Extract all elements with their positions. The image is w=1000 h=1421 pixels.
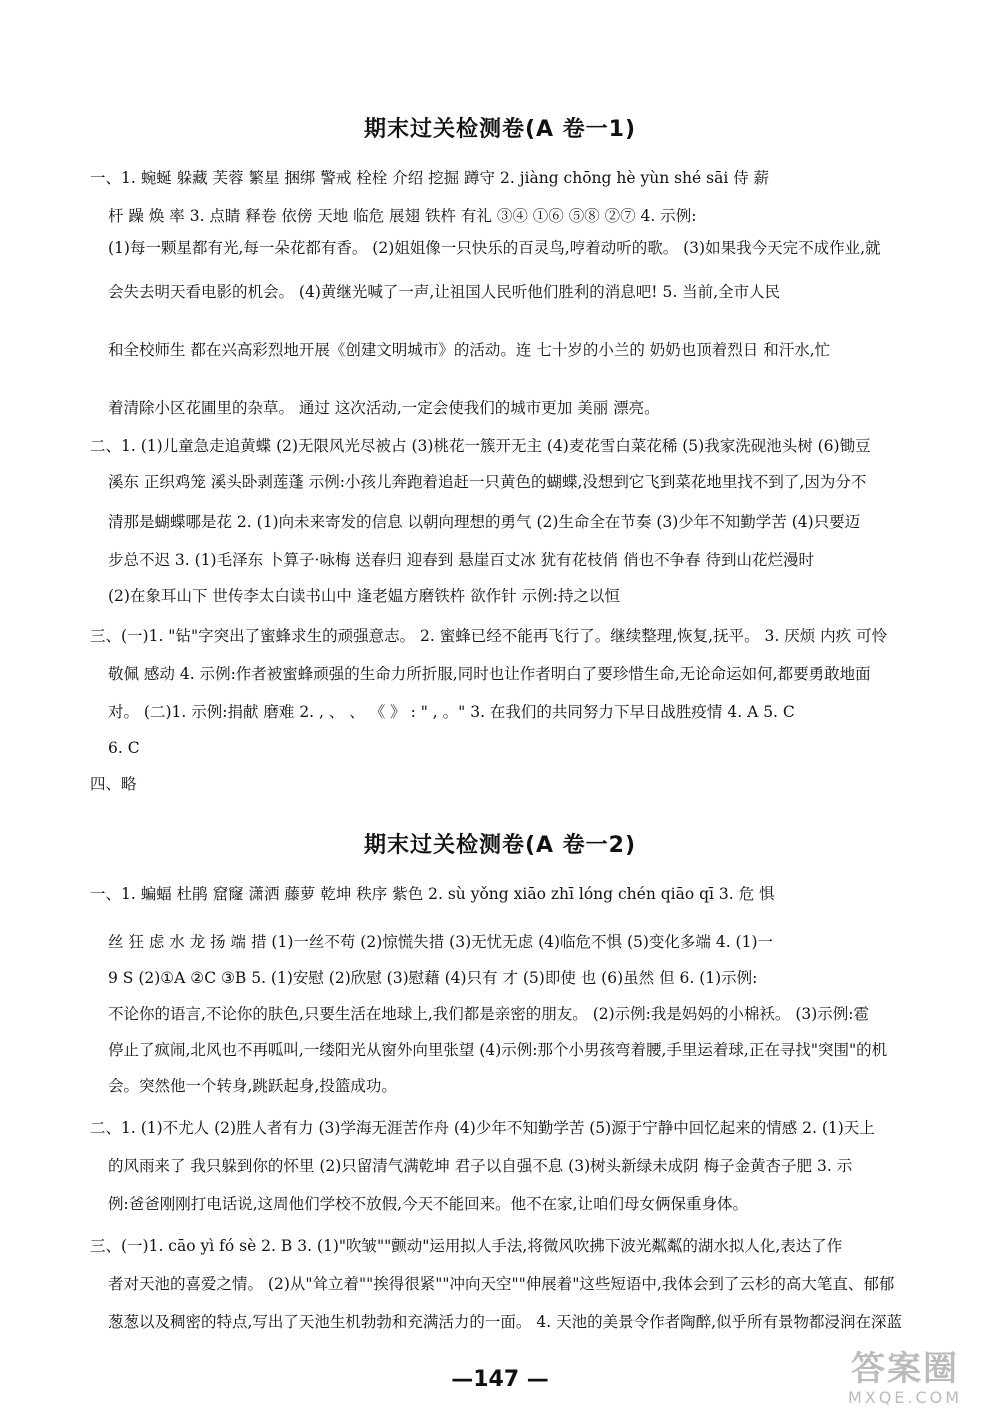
- answer-line: 杆 躁 焕 率 3. 点睛 释卷 依傍 天地 临危 展翅 铁杵 有礼 ③④ ①⑥ ⑤⑧ ②⑦ 4. 示例:: [108, 207, 697, 225]
- answer-line: 四、略: [90, 775, 137, 793]
- answer-line: 三、(一)1. "钻"字突出了蜜蜂求生的顽强意志。 2. 蜜蜂已经不能再飞行了。继续整理,恢复,抚平。 3. 厌烦 内疚 可怜: [90, 627, 888, 645]
- answer-line: 二、1. (1)儿童急走追黄蝶 (2)无限风光尽被占 (3)桃花一簇开无主 (4)麦花雪白菜花稀 (5)我家洗砚池头树 (6)锄豆: [90, 437, 871, 455]
- answer-line: 三、(一)1. cāo yì fó sè 2. B 3. (1)"吹皱""颤动"运用拟人手法,将微风吹拂下波光粼粼的湖水拟人化,表达了作: [90, 1237, 843, 1255]
- answer-line: 者对天池的喜爱之情。 (2)从"耸立着""挨得很紧""冲向天空""伸展着"这些短语中,我体会到了云杉的高大笔直、郁郁: [108, 1275, 895, 1293]
- answer-line: 6. C: [108, 739, 140, 757]
- answer-line: 丝 狂 虑 水 龙 扬 端 措 (1)一丝不苟 (2)惊慌失措 (3)无忧无虑 (4)临危不惧 (5)变化多端 4. (1)⼀: [108, 933, 774, 951]
- page-number: —147 —: [451, 1367, 549, 1392]
- answer-line: 二、1. (1)不尤人 (2)胜人者有力 (3)学海无涯苦作舟 (4)少年不知勤学苦 (5)源于宁静中回忆起来的情感 2. (1)天上: [90, 1119, 875, 1137]
- answer-line: 一、1. 蜿蜒 躲藏 芙蓉 繁星 捆绑 警戒 栓栓 介绍 挖掘 蹲守 2. jiàng chōng hè yùn shé sāi 侍 薪: [90, 169, 770, 187]
- answer-line: 9 S (2)①A ②C ③B 5. (1)安慰 (2)欣慰 (3)慰藉 (4)只有 才 (5)即使 也 (6)虽然 但 6. (1)示例:: [108, 969, 758, 987]
- answer-line: 例:爸爸刚刚打电话说,这周他们学校不放假,今天不能回来。他不在家,让咱们母女俩保重身体。: [108, 1195, 749, 1213]
- answer-line: 清那是蝴蝶哪是花 2. (1)向未来寄发的信息 以朝向理想的勇气 (2)生命全在节奏 (3)少年不知勤学苦 (4)只要迈: [108, 513, 861, 531]
- answer-line: 会。突然他一个转身,跳跃起身,投篮成功。: [108, 1077, 397, 1095]
- watermark-text: 答案圈: [851, 1349, 959, 1389]
- answer-line: 敬佩 感动 4. 示例:作者被蜜蜂顽强的生命力所折服,同时也让作者明白了要珍惜生命,无论命运如何,都要勇敢地面: [108, 665, 871, 683]
- answer-line: 停止了疯闹,北风也不再呱叫,一缕阳光从窗外向里张望 (4)示例:那个小男孩弯着腰,手里运着球,正在寻找"突围"的机: [108, 1041, 888, 1059]
- section-title-1: 期末过关检测卷(A 卷一1): [363, 117, 637, 142]
- answer-line: 不论你的语言,不论你的肤色,只要生活在地球上,我们都是亲密的朋友。 (2)示例:我是妈妈的小棉袄。 (3)示例:雹: [108, 1005, 869, 1023]
- answer-line: (1)每一颗星都有光,每一朵花都有香。 (2)姐姐像一只快乐的百灵鸟,哼着动听的歌。 (3)如果我今天完不成作业,就: [108, 239, 881, 257]
- answer-line: 溪东 正织鸡笼 溪头卧剥莲蓬 示例:小孩儿奔跑着追赶一只黄色的蝴蝶,没想到它飞到菜花地里找不到了,因为分不: [108, 473, 867, 491]
- answer-line: (2)在象耳山下 世传李太白读书山中 逢老媪方磨铁杵 欲作针 示例:持之以恒: [108, 587, 620, 605]
- section-title-2: 期末过关检测卷(A 卷一2): [363, 833, 637, 858]
- answer-line: 步总不迟 3. (1)毛泽东 卜算子·咏梅 送春归 迎春到 悬崖百丈冰 犹有花枝俏 俏也不争春 待到山花烂漫时: [108, 551, 815, 569]
- watermark-logo: [830, 1350, 980, 1410]
- watermark-url: MXQE.COM: [847, 1388, 963, 1407]
- answer-line: 着清除小区花圃里的杂草。 通过 这次活动,一定会使我们的城市更加 美丽 漂亮。: [108, 399, 660, 417]
- answer-line: 的风雨来了 我只躲到你的怀里 (2)只留清气满乾坤 君子以自强不息 (3)树头新绿未成阴 梅子金黄杏子肥 3. 示: [108, 1157, 853, 1175]
- answer-line: 和全校师生 都在兴高彩烈地开展《创建文明城市》的活动。连 七十岁的小兰的 奶奶也顶着烈日 和汗水,忙: [108, 341, 831, 359]
- answer-line: 对。 (二)1. 示例:捐献 磨难 2. , 、 、 《 》 : " , 。" 3. 在我们的共同努力下早日战胜疫情 4. A 5. C: [108, 703, 795, 721]
- answer-line: 会失去明天看电影的机会。 (4)黄继光喊了一声,让祖国人民听他们胜利的消息吧! 5. 当前,全市人民: [108, 283, 781, 301]
- answer-line: 一、1. 蝙蝠 杜鹃 窟窿 潇洒 藤萝 乾坤 秩序 紫色 2. sù yǒng xiāo zhī lóng chén qiāo qī 3. 危 惧: [90, 885, 775, 903]
- answer-line: 葱葱以及稠密的特点,写出了天池生机勃勃和充满活力的一面。 4. 天池的美景令作者陶醉,似乎所有景物都浸润在深蓝: [108, 1313, 903, 1331]
